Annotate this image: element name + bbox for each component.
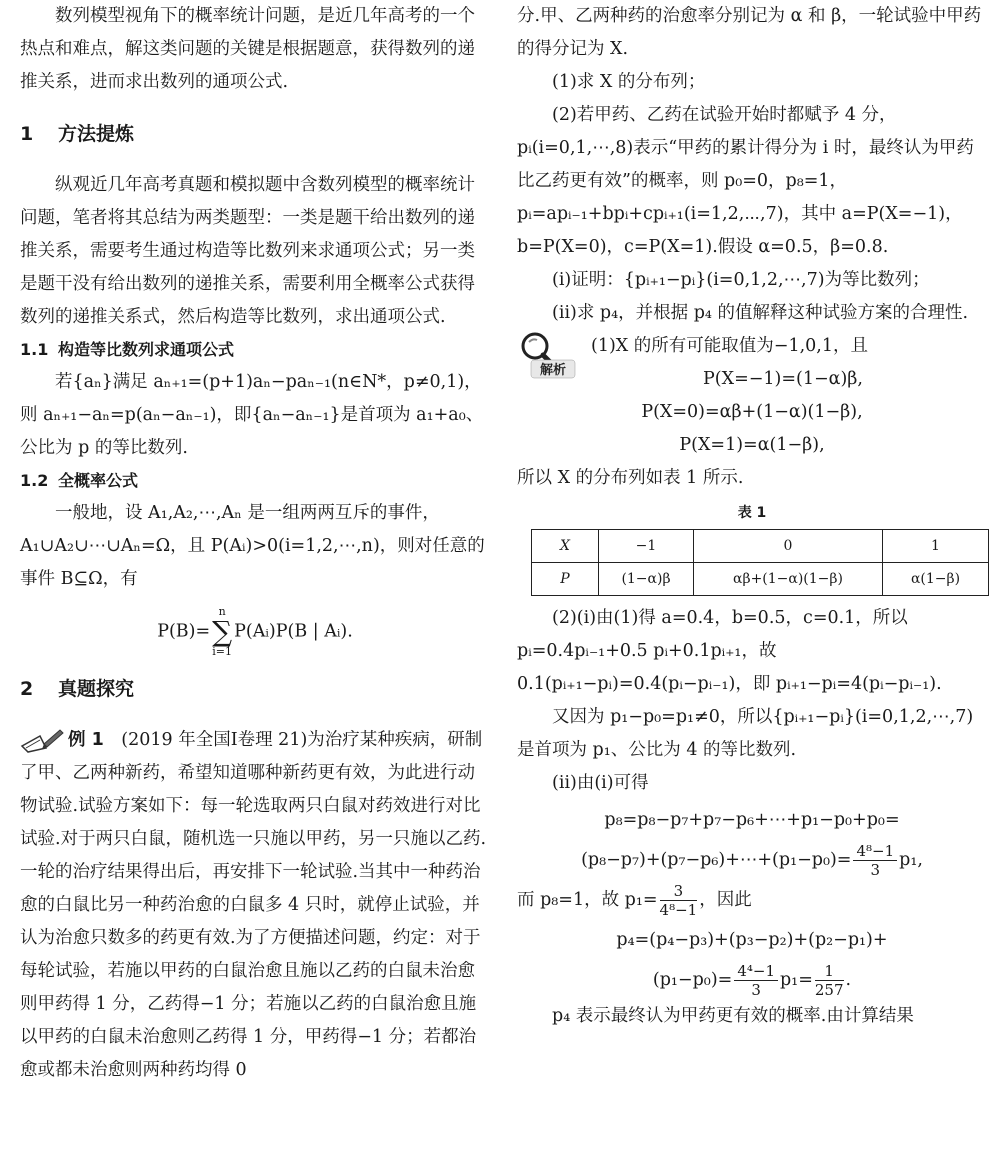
sum-lower: i=1 — [212, 645, 233, 658]
solution-1-line: (1)X 的所有可能取值为−1,0,1，且 — [591, 336, 868, 356]
fraction-denominator: 257 — [814, 981, 844, 999]
question-2: (2)若甲药、乙药在试验开始时都赋予 4 分，pᵢ(i=0,1,⋯,8)表示“甲药的累计得分为 i 时，最终认为甲药比乙药更有效”的概率，则 p₀=0，p₈=1，pᵢ=apᵢ₋₁+bpᵢ+cpᵢ₊₁(i=1,2,⋯,7)，其中 a=P(X=−1)，b=P(X=0)，c=P(X=1).假设 α=0.5，β=0.8. — [517, 105, 974, 257]
question-2-ii: (ⅱ)求 p₄，并根据 p₄ 的值解释这种试验方案的合理性. — [552, 303, 969, 323]
total-probability-formula — [20, 606, 490, 658]
subsection-title: 构造等比数列求通项公式 — [58, 340, 235, 359]
fraction-numerator: 4⁴−1 — [734, 962, 778, 981]
math-text: (p₁−p₀)= — [652, 970, 733, 990]
fraction — [815, 962, 844, 999]
section-2-heading — [20, 672, 490, 706]
solution-1-eq2: P(X=0)=αβ+(1−α)(1−β), — [641, 402, 863, 422]
subsection-number: 1.1 — [20, 340, 49, 359]
solution-1-end: 所以 X 的分布列如表 1 所示. — [517, 468, 744, 488]
example-1-paragraph — [20, 724, 490, 1087]
sigma-icon: ∑ — [212, 615, 233, 648]
table-cell: P — [532, 563, 599, 596]
table-caption: 表 1 — [737, 505, 767, 521]
left-column — [20, 0, 490, 1087]
fraction — [660, 882, 698, 919]
pen-paper-icon — [20, 728, 64, 754]
section-title: 方法提炼 — [58, 123, 135, 145]
summation-symbol — [212, 606, 232, 658]
subsection-title: 全概率公式 — [58, 471, 139, 490]
sum-upper: n — [218, 605, 226, 618]
subsection-1-2-heading — [20, 465, 490, 497]
table-cell: 1 — [883, 530, 989, 563]
solution-label: 解析 — [539, 363, 567, 378]
fraction-denominator: 3 — [870, 861, 881, 879]
math-text: . — [845, 970, 852, 990]
closing-line: p₄ 表示最终认为甲药更有效的概率.由计算结果 — [552, 1006, 914, 1026]
section-1-heading — [20, 117, 490, 151]
magnifier-icon — [517, 330, 579, 380]
formula-left: P(B)= — [157, 621, 211, 642]
table-row — [532, 563, 989, 596]
subsection-number: 1.2 — [20, 471, 49, 490]
example-continuation: 分.甲、乙两种药的治愈率分别记为 α 和 β，一轮试验中甲药的得分记为 X. — [517, 6, 982, 59]
table-row — [532, 530, 989, 563]
solution-2-ii: (ⅱ)由(ⅰ)可得 — [552, 773, 649, 793]
math-line-3 — [517, 880, 987, 920]
section-number: 2 — [20, 678, 34, 700]
fraction — [853, 842, 897, 879]
example-label: 例 1 — [68, 730, 104, 750]
math-line-5 — [517, 960, 987, 1000]
fraction-numerator: 1 — [815, 962, 844, 981]
formula-right: P(Aᵢ)P(B | Aᵢ). — [234, 621, 353, 642]
section-1-paragraph: 纵观近几年高考真题和模拟题中含数列模型的概率统计问题，笔者将其总结为两类题型：一类是题干给出数列的递推关系，需要考生通过构造等比数列来求通项公式；另一类是题干没有给出数列的递推关系，需要利用全概率公式获得数列的递推关系式，然后构造等比数列，求出通项公式. — [20, 175, 475, 327]
table-cell: 0 — [694, 530, 883, 563]
question-2-i: (ⅰ)证明：{pᵢ₊₁−pᵢ}(i=0,1,2,⋯,7)为等比数列； — [552, 270, 930, 290]
math-text: ，因此 — [699, 890, 752, 910]
subsection-1-1-heading — [20, 334, 490, 366]
math-text: (p₈−p₇)+(p₇−p₆)+⋯+(p₁−p₀)= — [581, 850, 852, 870]
subsection-1-1-paragraph: 若{aₙ}满足 aₙ₊₁=(p+1)aₙ−paₙ₋₁(n∈N*，p≠0,1)，则 aₙ₊₁−aₙ=p(aₙ−aₙ₋₁)，即{aₙ−aₙ₋₁}是首项为 a₁+a₀、公比为 p 的等比数列. — [20, 372, 484, 458]
solution-part-1 — [579, 330, 987, 396]
solution-header — [517, 330, 987, 396]
math-text: 而 p₈=1，故 p₁= — [517, 890, 658, 910]
subsection-1-2-paragraph: 一般地，设 A₁,A₂,⋯,Aₙ 是一组两两互斥的事件，A₁∪A₂∪⋯∪Aₙ=Ω，且 P(Aᵢ)>0(i=1,2,⋯,n)，则对任意的事件 B⊆Ω，有 — [20, 503, 485, 589]
math-line-4: p₄=(p₄−p₃)+(p₃−p₂)+(p₂−p₁)+ — [616, 930, 888, 950]
math-text: p₁= — [779, 970, 813, 990]
math-line-2 — [517, 840, 987, 880]
table-cell: X — [532, 530, 599, 563]
solution-1-eq1: P(X=−1)=(1−α)β, — [703, 369, 863, 389]
math-line-1: p₈=p₈−p₇+p₇−p₆+⋯+p₁−p₀+p₀= — [604, 810, 900, 830]
table-cell: −1 — [599, 530, 694, 563]
math-text: p₁, — [899, 850, 923, 870]
table-cell: (1−α)β — [599, 563, 694, 596]
section-number: 1 — [20, 123, 34, 145]
solution-2-i-a: (2)(ⅰ)由(1)得 a=0.4，b=0.5，c=0.1，所以 pᵢ=0.4pᵢ₋₁+0.5 pᵢ+0.1pᵢ₊₁，故 0.1(pᵢ₊₁−pᵢ)=0.4(pᵢ−pᵢ₋₁)，即 pᵢ₊₁−pᵢ=4(pᵢ−pᵢ₋₁). — [517, 608, 942, 694]
right-column — [517, 0, 987, 1033]
fraction-denominator: 4⁸−1 — [659, 901, 698, 919]
example-text: (2019 年全国Ⅰ卷理 21)为治疗某种疾病，研制了甲、乙两种新药，希望知道哪种新药更有效，为此进行动物试验.试验方案如下：每一轮选取两只白鼠对药效进行对比试验.对于两只白鼠，随机选一只施以甲药，另一只施以乙药.一轮的治疗结果得出后，再安排下一轮试验.当其中一种药治愈的白鼠比另一种药治愈的白鼠多 4 只时，就停止试验，并认为治愈只数多的药更有效.为了方便描述问题，约定：对于每轮试验，若施以甲药的白鼠治愈且施以乙药的白鼠未治愈则甲药得 1 分，乙药得−1 分；若施以乙药的白鼠治愈且施以甲药的白鼠未治愈则乙药得 1 分，甲药得−1 分；若都治愈或都未治愈则两种药均得 0 — [20, 730, 487, 1080]
solution-1-eq3: P(X=1)=α(1−β), — [679, 435, 825, 455]
table-cell: α(1−β) — [883, 563, 989, 596]
section-title: 真题探究 — [58, 678, 135, 700]
solution-2-i-b: 又因为 p₁−p₀=p₁≠0，所以{pᵢ₊₁−pᵢ}(i=0,1,2,⋯,7)是首项为 p₁、公比为 4 的等比数列. — [517, 707, 974, 760]
distribution-table — [531, 529, 989, 596]
fraction-numerator: 3 — [660, 882, 698, 901]
fraction-denominator: 3 — [751, 981, 761, 999]
fraction — [734, 962, 778, 999]
fraction-numerator: 4⁸−1 — [853, 842, 897, 861]
table-cell: αβ+(1−α)(1−β) — [694, 563, 883, 596]
intro-paragraph: 数列模型视角下的概率统计问题，是近几年高考的一个热点和难点，解这类问题的关键是根据题意，获得数列的递推关系，进而求出数列的通项公式. — [20, 6, 475, 92]
question-1: (1)求 X 的分布列； — [552, 72, 706, 92]
